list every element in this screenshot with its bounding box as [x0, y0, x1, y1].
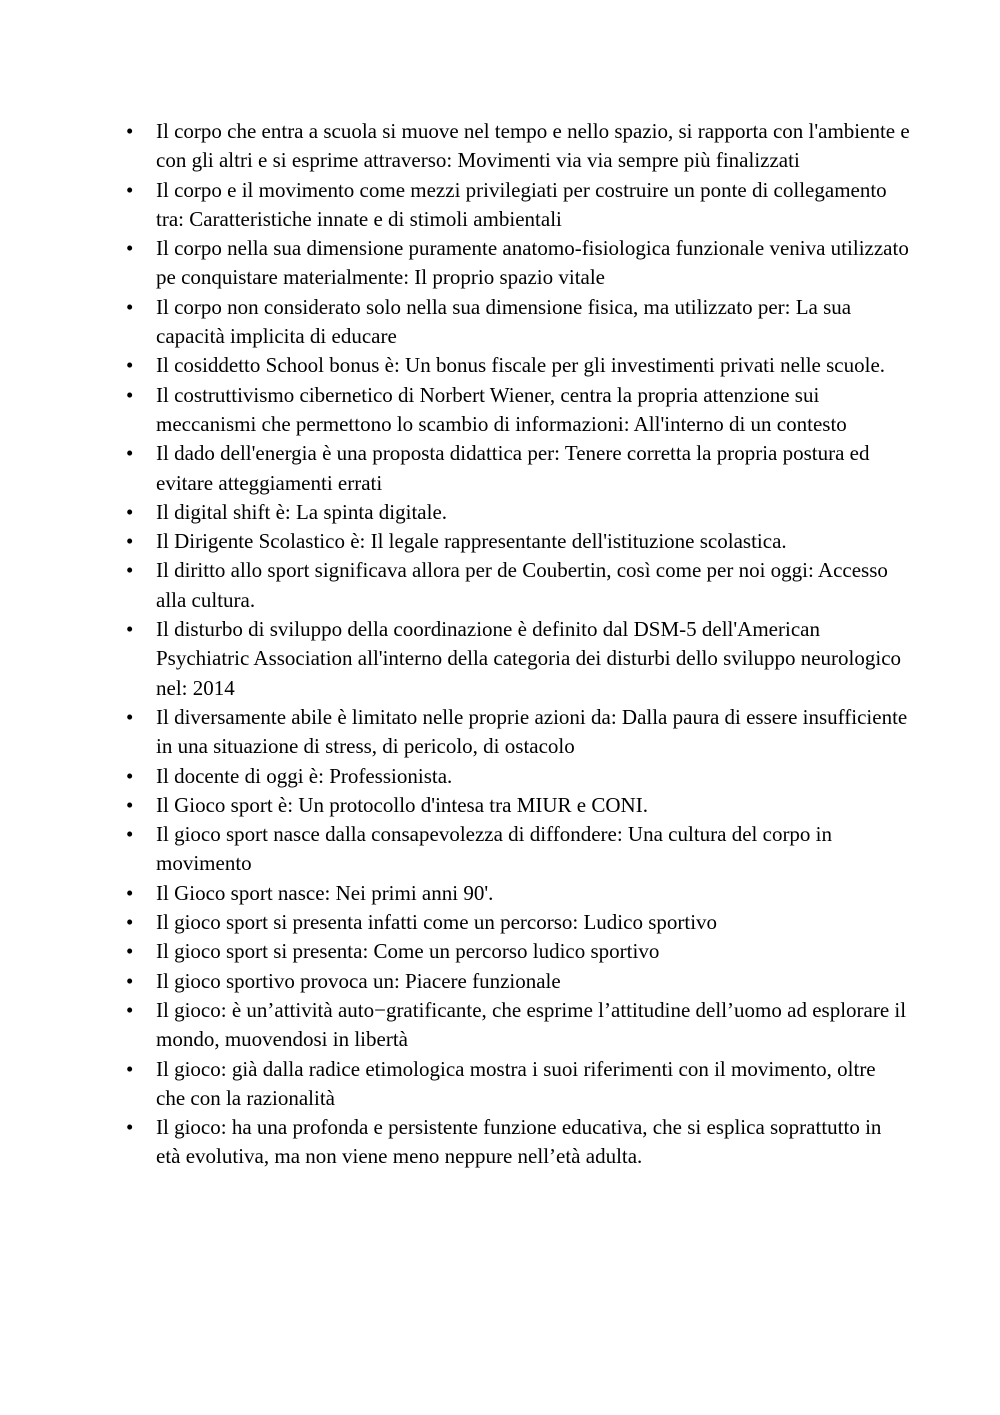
list-item-text: Il gioco: già dalla radice etimologica mostra i suoi riferimenti con il movimento, oltre che con la razionalità	[156, 1056, 876, 1110]
list-item-text: Il diritto allo sport significava allora per de Coubertin, così come per noi oggi: Accesso alla cultura.	[156, 558, 888, 612]
bullet-icon: •	[126, 353, 134, 378]
bullet-icon: •	[126, 910, 134, 935]
list-item-text: Il cosiddetto School bonus è: Un bonus fiscale per gli investimenti privati nelle scuole.	[156, 353, 886, 378]
list-item	[120, 820, 910, 879]
list-item	[120, 1113, 910, 1172]
list-item	[120, 996, 910, 1055]
list-item	[120, 1055, 910, 1114]
list-item-text: Il docente di oggi è: Professionista.	[156, 763, 453, 788]
bullet-icon: •	[126, 177, 134, 202]
bullet-icon: •	[126, 617, 134, 642]
list-item-text: Il corpo e il movimento come mezzi privilegiati per costruire un ponte di collegamento tra: Caratteristiche innate e di stimoli ambientali	[156, 177, 887, 231]
bullet-icon: •	[126, 763, 134, 788]
list-item-text: Il corpo nella sua dimensione puramente anatomo-fisiologica funzionale veniva utilizzato pe conquistare materialmente: Il proprio spazio vitale	[156, 236, 909, 290]
list-item	[120, 293, 910, 352]
bullet-icon: •	[126, 792, 134, 817]
list-item	[120, 937, 910, 966]
bullet-icon: •	[126, 1056, 134, 1081]
list-item-text: Il diversamente abile è limitato nelle proprie azioni da: Dalla paura di essere insufficiente in una situazione di stress, di pericolo, di ostacolo	[156, 704, 908, 759]
list-item-text: Il gioco sport nasce dalla consapevolezza di diffondere: Una cultura del corpo in movimento	[156, 822, 833, 876]
bullet-icon: •	[126, 968, 134, 993]
list-item-text: Il dado dell'energia è una proposta didattica per: Tenere corretta la propria postura ed evitare atteggiamenti errati	[156, 441, 870, 495]
bullet-icon: •	[126, 939, 134, 964]
list-item	[120, 762, 910, 791]
list-item-text: Il corpo non considerato solo nella sua dimensione fisica, ma utilizzato per: La sua capacità implicita di educare	[156, 294, 852, 349]
bullet-icon: •	[126, 1115, 134, 1140]
list-item-text: Il gioco sport si presenta: Come un percorso ludico sportivo	[156, 939, 660, 964]
list-item	[120, 703, 910, 762]
bullet-icon: •	[126, 382, 134, 407]
list-item-text: Il disturbo di sviluppo della coordinazione è definito dal DSM-5 dell'American Psychiatric Association all'interno della categoria dei disturbi dello sviluppo neurologico nel: 2014	[156, 617, 902, 700]
bullet-list	[120, 117, 910, 1172]
bullet-icon: •	[126, 529, 134, 554]
list-item-text: Il digital shift è: La spinta digitale.	[156, 499, 448, 524]
bullet-icon: •	[126, 499, 134, 524]
list-item	[120, 908, 910, 937]
list-item	[120, 556, 910, 615]
list-item	[120, 967, 910, 996]
list-item	[120, 176, 910, 235]
bullet-icon: •	[126, 822, 134, 847]
bullet-icon: •	[126, 997, 134, 1022]
list-item	[120, 381, 910, 440]
list-item	[120, 498, 910, 527]
list-item-text: Il gioco: ha una profonda e persistente funzione educativa, che si esplica soprattutto in età evolutiva, ma non viene meno neppure nell’età adulta.	[156, 1115, 882, 1169]
bullet-icon: •	[126, 294, 134, 319]
bullet-icon: •	[126, 441, 134, 466]
list-item	[120, 439, 910, 498]
list-item	[120, 791, 910, 820]
list-item-text: Il Dirigente Scolastico è: Il legale rappresentante dell'istituzione scolastica.	[156, 529, 787, 554]
list-item	[120, 351, 910, 380]
list-item-text: Il gioco: è un’attività auto−gratificante, che esprime l’attitudine dell’uomo ad esplorare il mondo, muovendosi in libertà	[156, 997, 907, 1052]
list-item-text: Il costruttivismo cibernetico di Norbert Wiener, centra la propria attenzione sui meccanismi che permettono lo scambio di informazioni: All'interno di un contesto	[156, 382, 847, 436]
bullet-icon: •	[126, 119, 134, 143]
list-item	[120, 117, 910, 176]
bullet-icon: •	[126, 236, 134, 261]
list-item	[120, 615, 910, 703]
list-item-text: Il corpo che entra a scuola si muove nel tempo e nello spazio, si rapporta con l'ambiente e con gli altri e si esprime attraverso: Movimenti via via sempre più finalizzati	[156, 119, 910, 173]
list-item	[120, 527, 910, 556]
list-item-text: Il Gioco sport è: Un protocollo d'intesa tra MIUR e CONI.	[156, 792, 648, 817]
list-item-text: Il gioco sport si presenta infatti come un percorso: Ludico sportivo	[156, 910, 718, 935]
bullet-icon: •	[126, 558, 134, 583]
list-item-text: Il Gioco sport nasce: Nei primi anni 90'.	[156, 880, 494, 905]
bullet-icon: •	[126, 880, 134, 905]
list-item	[120, 234, 910, 293]
bullet-icon: •	[126, 704, 134, 729]
list-item-text: Il gioco sportivo provoca un: Piacere funzionale	[156, 968, 561, 993]
list-item	[120, 879, 910, 908]
